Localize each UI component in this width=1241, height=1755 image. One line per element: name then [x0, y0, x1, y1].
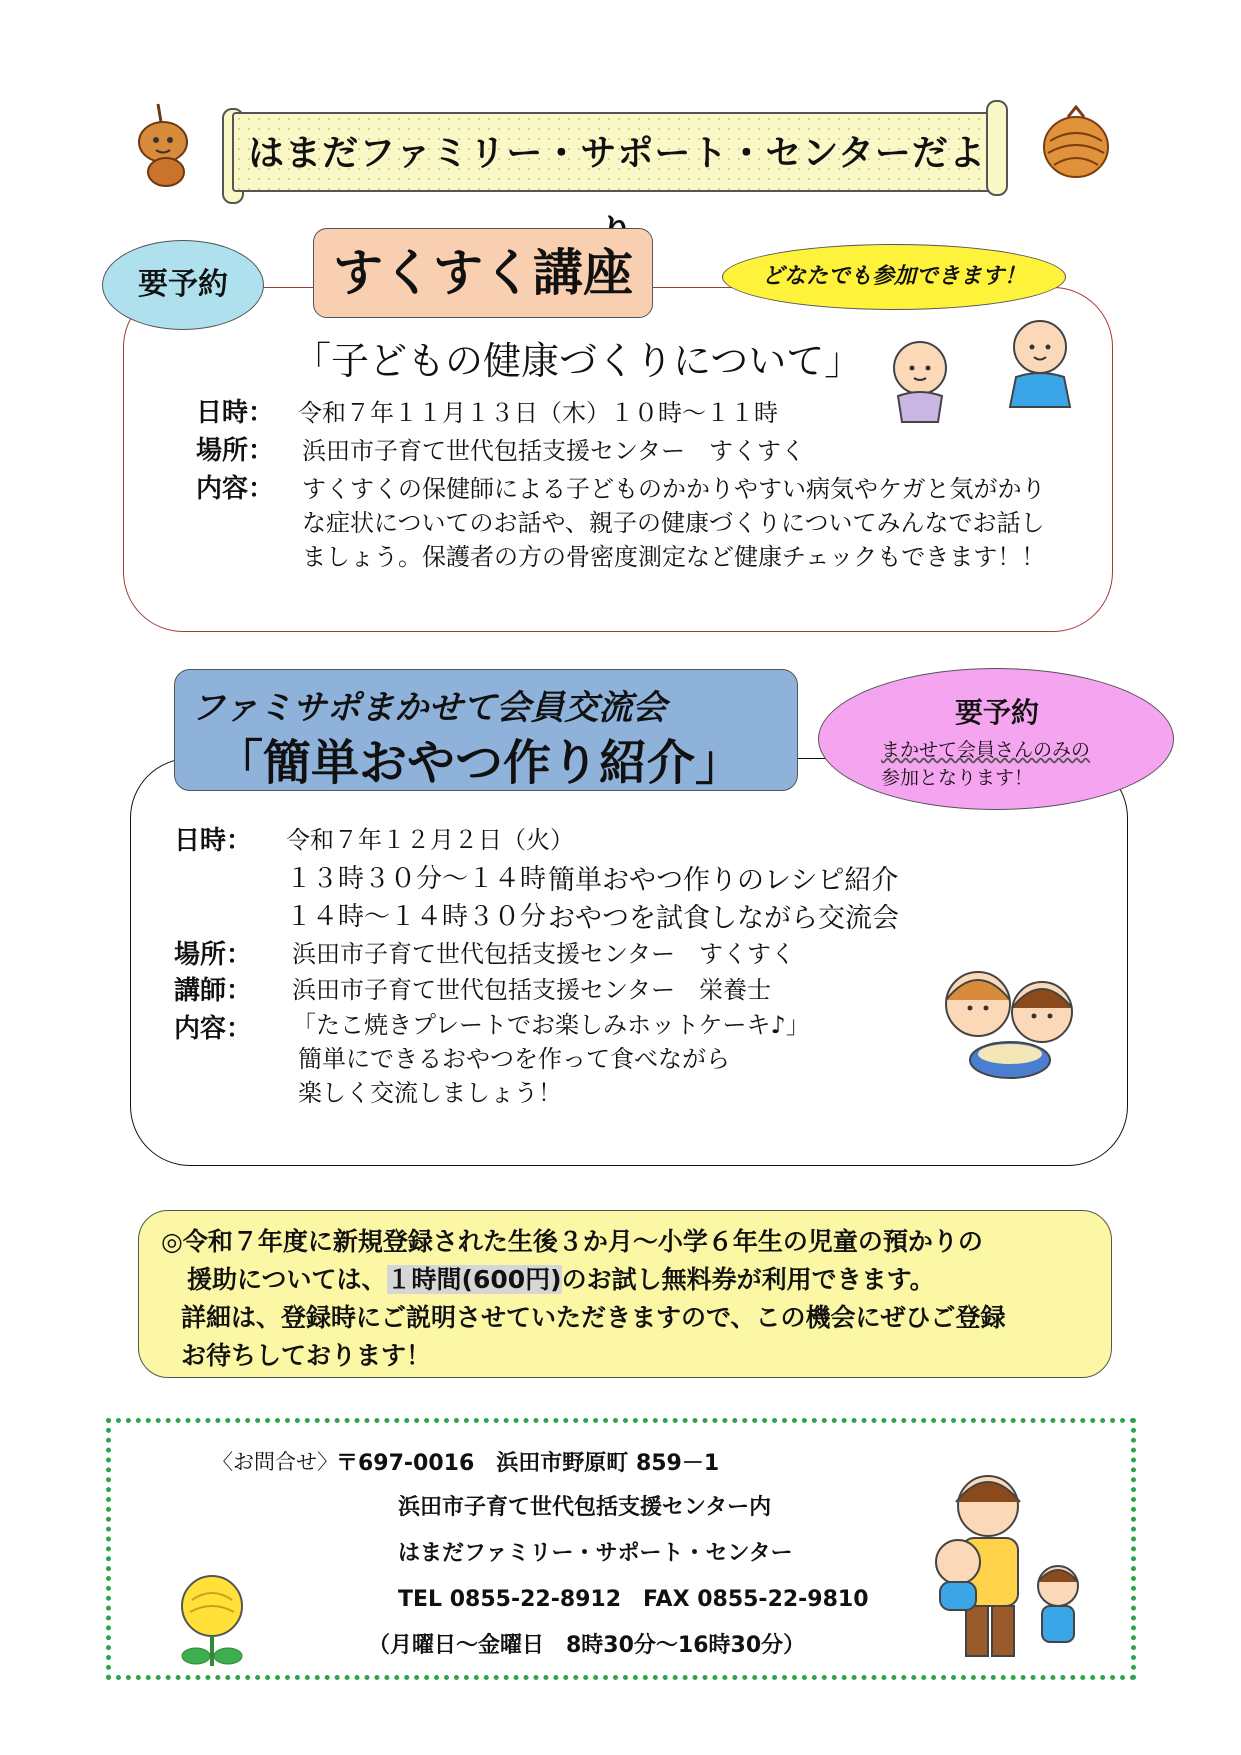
notice-line-1: ◎令和７年度に新規登録された生後３か月～小学６年生の児童の預かりの	[161, 1227, 983, 1256]
notice-line-3: 詳細は、登録時にご説明させていただきますので、この機会にぜひご登録	[181, 1303, 1006, 1332]
contact-address: 〒697-0016 浜田市野原町 859－1	[336, 1451, 720, 1476]
date-value: 令和７年１２月２日（火）	[286, 826, 574, 854]
exchange-meeting-details	[174, 820, 974, 1118]
contact-org-2: はまだファミリー・サポート・センター	[398, 1541, 793, 1566]
content-line: ましょう。保護者の方の骨密度測定など健康チェックもできます！！	[302, 543, 1046, 571]
date-label: 日時：	[196, 398, 275, 428]
header-banner	[232, 112, 998, 192]
contact-hours: （月曜日～金曜日 8時30分～16時30分）	[368, 1633, 806, 1658]
acorn-illustration-left	[128, 100, 198, 190]
members-only-note-2: 参加となります！	[881, 767, 1034, 789]
reservation-required-badge: 要予約	[102, 240, 264, 330]
place-value: 浜田市子育て世代包括支援センター すくすく	[302, 437, 806, 465]
scroll-right-end	[986, 100, 1008, 196]
content-line: 簡単にできるおやつを作って食べながら	[298, 1045, 730, 1073]
contact-org-1: 浜田市子育て世代包括支援センター内	[398, 1495, 772, 1520]
content-label: 内容：	[174, 1014, 253, 1044]
exchange-meeting-title: ファミサポまかせて会員交流会	[191, 688, 667, 728]
lecture-subtitle: 「子どもの健康づくりについて」	[293, 339, 863, 383]
content-line: 「たこ焼きプレートでお楽しみホットケーキ♪」	[292, 1011, 810, 1039]
open-to-all-badge: どなたでも参加できます！	[722, 244, 1066, 310]
date-label: 日時：	[174, 826, 253, 856]
lecturer-label: 講師：	[174, 976, 253, 1006]
lecture-title: すくすく講座	[313, 228, 653, 318]
date-value: 令和７年１１月１３日（木）１０時～１１時	[298, 399, 778, 427]
page-title: はまだファミリー・サポート・センターだよ	[248, 133, 986, 174]
trial-ticket-highlight: １時間(600円)	[386, 1265, 562, 1294]
notice-line-2-text: 援助については、	[187, 1265, 387, 1294]
free-ticket-notice	[138, 1210, 1112, 1378]
schedule-time: １４時～１４時３０分	[286, 902, 547, 932]
pinecone-illustration-right	[1036, 105, 1116, 185]
contact-label: 〈お問合せ〉	[212, 1450, 338, 1474]
notice-line-2	[187, 1261, 935, 1299]
family-illustration	[918, 1466, 1098, 1662]
children-cooking-illustration	[930, 960, 1090, 1090]
place-value: 浜田市子育て世代包括支援センター すくすく	[292, 940, 796, 968]
lecture-details	[196, 396, 1096, 582]
lecturer-value: 浜田市子育て世代包括支援センター 栄養士	[292, 976, 772, 1004]
members-only-badge	[818, 668, 1174, 810]
content-line: 楽しく交流しましょう！	[298, 1079, 562, 1107]
content-label: 内容：	[196, 474, 275, 504]
schedule-activity: 簡単おやつ作りのレシピ紹介	[548, 865, 899, 896]
place-label: 場所：	[196, 436, 275, 466]
members-only-note-1: まかせて会員さんのみの	[881, 739, 1091, 761]
place-label: 場所：	[174, 940, 253, 970]
exchange-meeting-title-box	[174, 669, 798, 791]
schedule-activity: おやつを試食しながら交流会	[548, 903, 899, 934]
flower-illustration	[170, 1570, 254, 1670]
content-line: すくすくの保健師による子どものかかりやすい病気やケガと気がかり	[302, 475, 1046, 503]
notice-line-2-text: のお試し無料券が利用できます。	[561, 1265, 935, 1294]
schedule-time: １３時３０分～１４時	[286, 864, 547, 894]
notice-line-4: お待ちしております！	[181, 1341, 432, 1370]
reservation-required-label: 要予約	[954, 696, 1039, 729]
exchange-meeting-subtitle: 「簡単おやつ作り紹介」	[215, 735, 744, 791]
content-line: な症状についてのお話や、親子の健康づくりについてみんなでお話し	[302, 509, 1045, 537]
contact-phone: TEL 0855-22-8912 FAX 0855-22-9810	[398, 1587, 869, 1612]
